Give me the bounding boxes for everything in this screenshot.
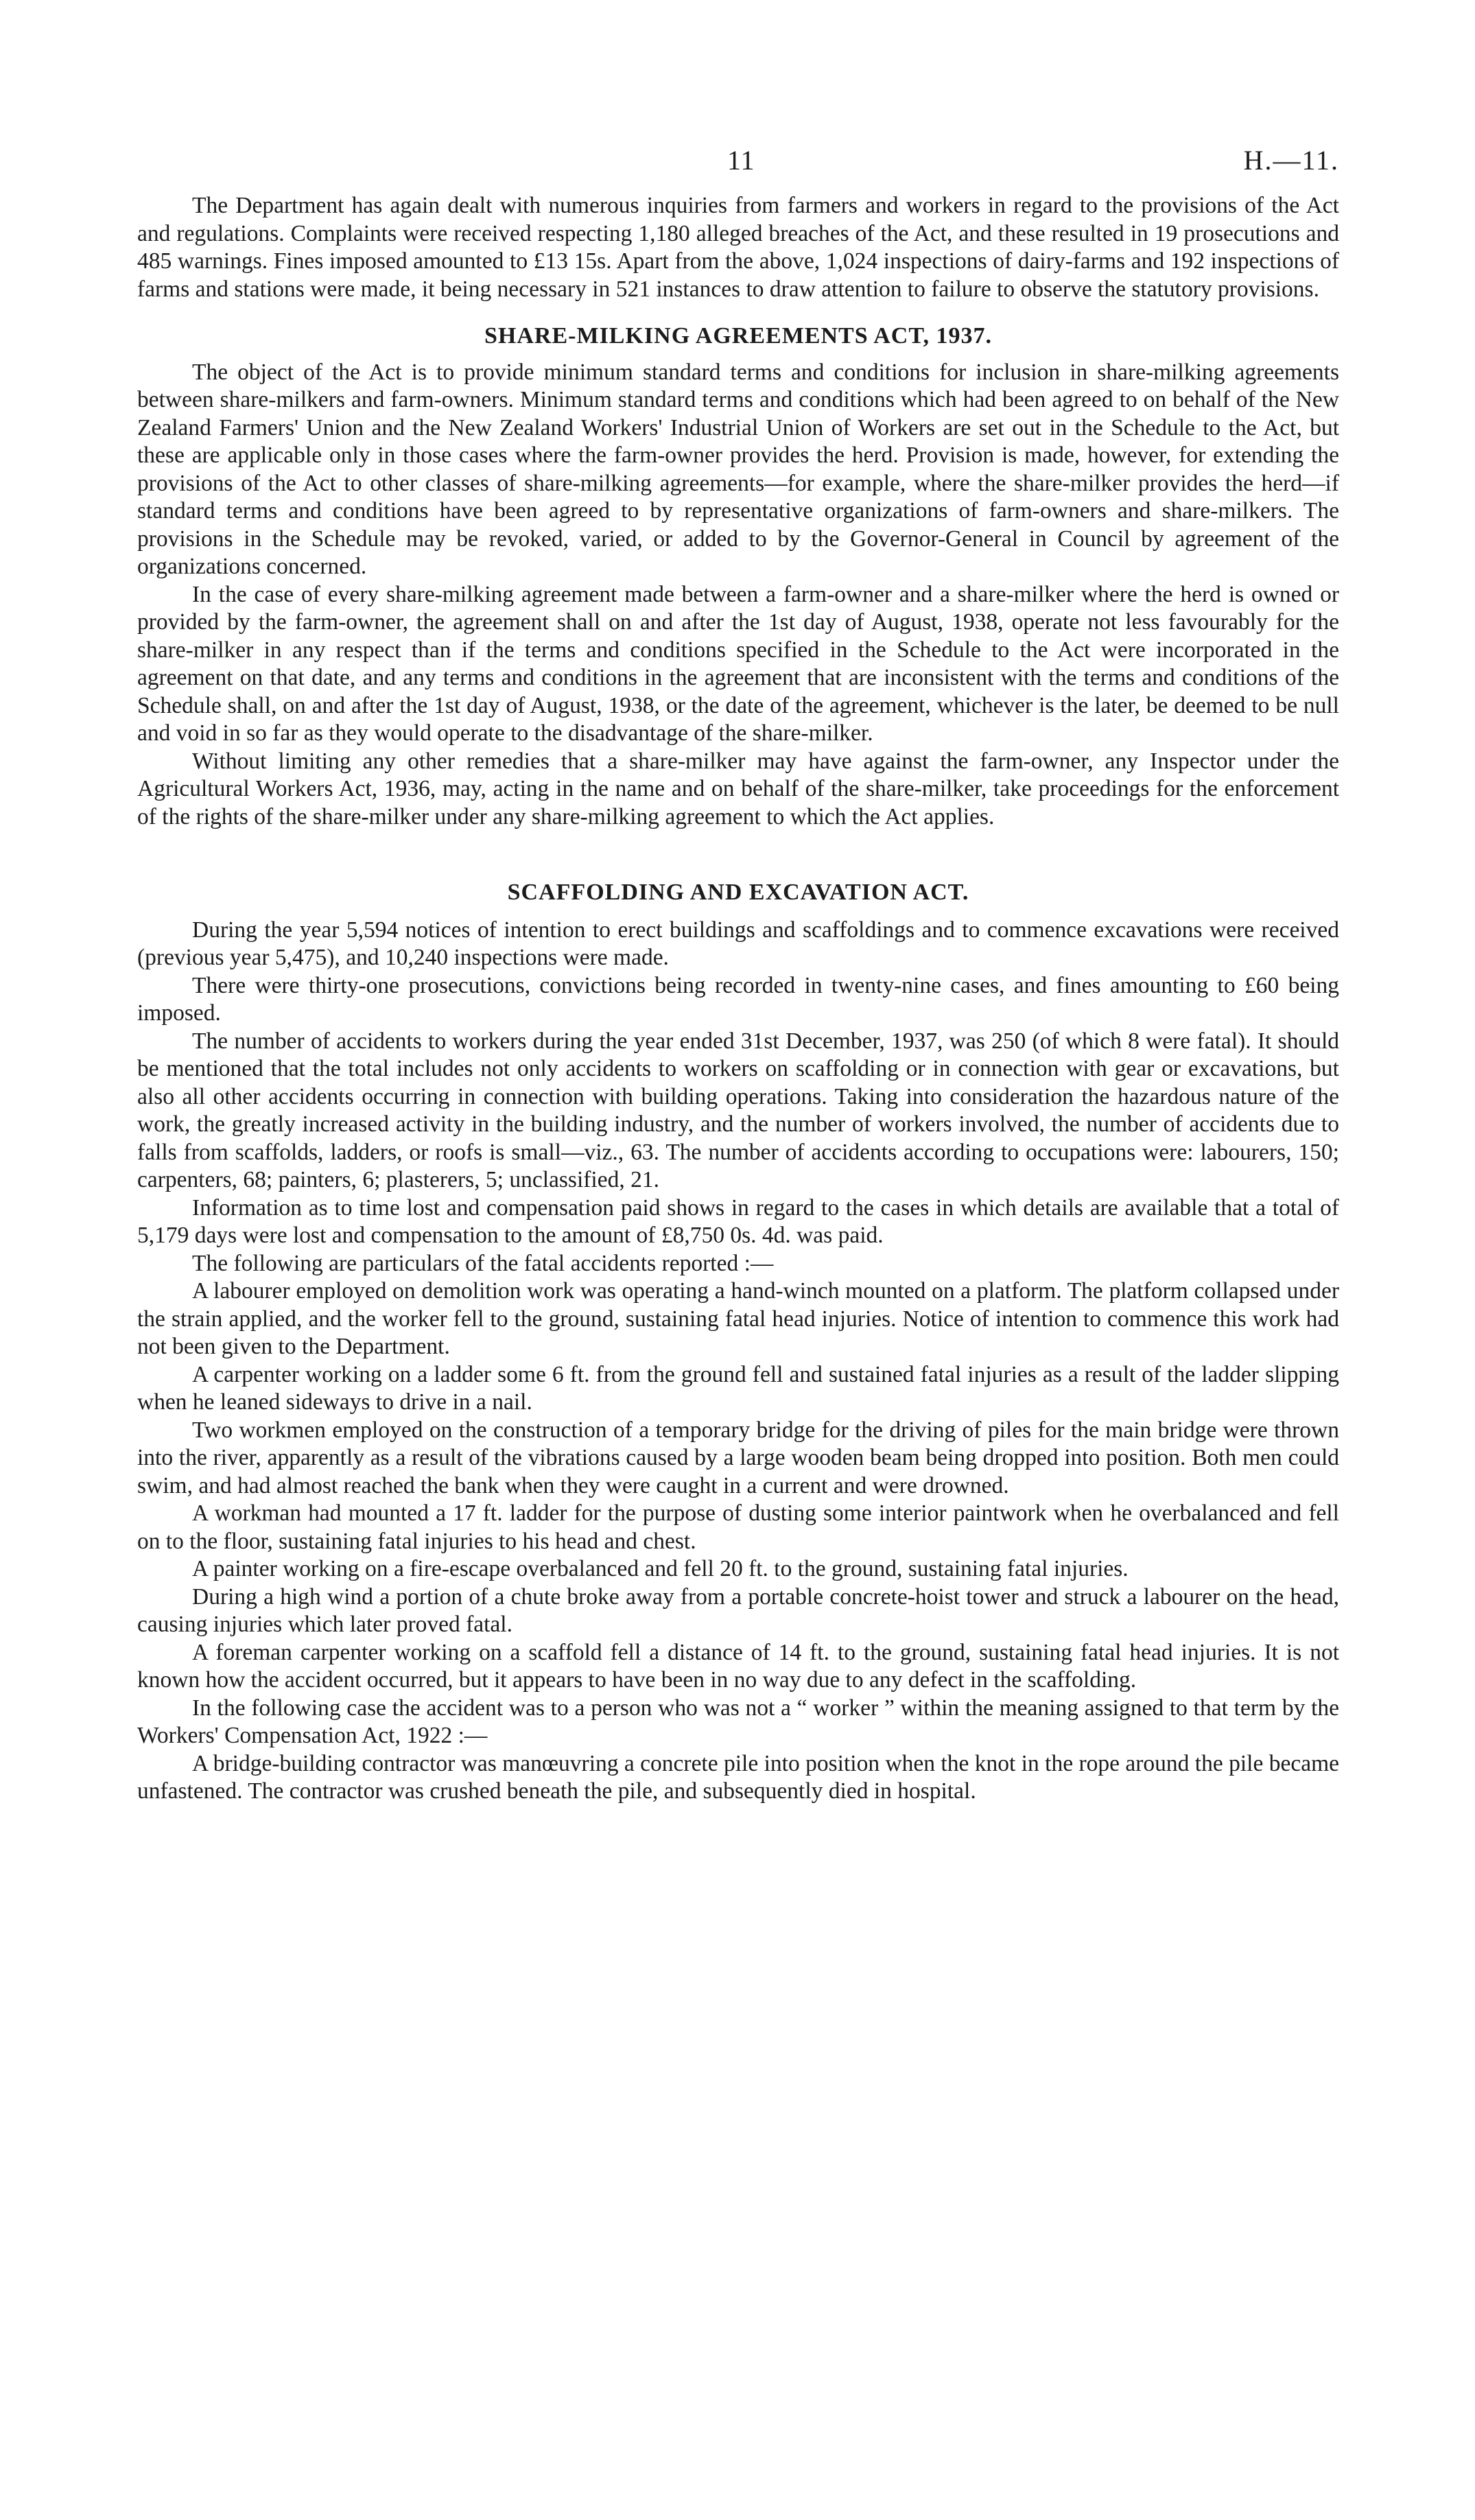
fatal-accident-paragraph: A painter working on a fire-escape overbalanced and fell 20 ft. to the ground, sustaining fatal injuries.	[192, 1556, 1129, 1581]
fatal-accident-paragraph: Two workmen employed on the construction of a temporary bridge for the driving of piles for the main bridge were thrown into the river, apparently as a result of the vibrations caused by a large wooden beam being dropped into position. Both men could swim, and had almost reached the bank when they were caught in a current and were drowned.	[137, 1417, 1339, 1498]
share-milking-paragraph: In the case of every share-milking agreement made between a farm-owner and a share-milker where the herd is owned or provided by the farm-owner, the agreement shall on and after the 1st day of August, 1938, operate not less favourably for the share-milker in any respect than if the terms and conditions specified in the Schedule to the Act were incorporated in the agreement on that date, and any terms and conditions in the agreement that are inconsistent with the terms and conditions of the Schedule shall, on and after the 1st day of August, 1938, or the date of the agreement, whichever is the later, be deemed to be null and void in so far as they would operate to the disadvantage of the share-milker.	[137, 581, 1339, 746]
scaffolding-paragraph: The number of accidents to workers during the year ended 31st December, 1937, was 250 (of which 8 were fatal). It should be mentioned that the total includes not only accidents to workers on scaffolding or in connection with gear or excavations, but also all other accidents occurring in connection with building operations. Taking into consideration the hazardous nature of the work, the greatly increased activity in the building industry, and the number of workers involved, the number of accidents due to falls from scaffolds, ladders, or roofs is small—viz., 63. The number of accidents according to occupations were: labourers, 150; carpenters, 68; painters, 6; plasterers, 5; unclassified, 21.	[137, 1028, 1339, 1192]
fatal-accident-paragraph: A labourer employed on demolition work was operating a hand-winch mounted on a platform. The platform collapsed under the strain applied, and the worker fell to the ground, sustaining fatal head injuries. Notice of intention to commence this work had not been given to the Department.	[137, 1278, 1339, 1359]
scaffolding-paragraph: During the year 5,594 notices of intention to erect buildings and scaffoldings and to commence excavations were received (previous year 5,475), and 10,240 inspections were made.	[137, 917, 1339, 970]
page-header	[137, 144, 1339, 185]
document-page	[137, 144, 1339, 1806]
page-number: 11	[727, 145, 755, 176]
scaffolding-paragraph: The following are particulars of the fatal accidents reported :—	[192, 1250, 774, 1276]
scaffolding-paragraph: In the following case the accident was to a person who was not a “ worker ” within the meaning assigned to that term by the Workers' Compensation Act, 1922 :—	[137, 1695, 1339, 1748]
document-reference: H.—11.	[1243, 145, 1339, 176]
section-heading-share-milking: SHARE-MILKING AGREEMENTS ACT, 1937.	[484, 323, 992, 349]
fatal-accident-paragraph: A foreman carpenter working on a scaffold fell a distance of 14 ft. to the ground, sustaining fatal head injuries. It is not known how the accident occurred, but it appears to have been in no way due to any defect in the scaffolding.	[137, 1639, 1339, 1693]
fatal-accident-paragraph: A bridge-building contractor was manœuvring a concrete pile into position when the knot in the rope around the pile became unfastened. The contractor was crushed beneath the pile, and subsequently died in hospital.	[137, 1750, 1339, 1804]
intro-paragraph: The Department has again dealt with numerous inquiries from farmers and workers in regard to the provisions of the Act and regulations. Complaints were received respecting 1,180 alleged breaches of the Act, and these resulted in 19 prosecutions and 485 warnings. Fines imposed amounted to £13 15s. Apart from the above, 1,024 inspections of dairy-farms and 192 inspections of farms and stations were made, it being necessary in 521 instances to draw attention to failure to observe the statutory provisions.	[137, 193, 1339, 302]
fatal-accident-paragraph: During a high wind a portion of a chute broke away from a portable concrete-hoist tower and struck a labourer on the head, causing injuries which later proved fatal.	[137, 1583, 1339, 1637]
document-body	[137, 192, 1339, 1806]
scaffolding-paragraph: There were thirty-one prosecutions, convictions being recorded in twenty-nine cases, and fines amounting to £60 being imposed.	[137, 972, 1339, 1026]
fatal-accident-paragraph: A carpenter working on a ladder some 6 ft. from the ground fell and sustained fatal injuries as a result of the ladder slipping when he leaned sideways to drive in a nail.	[137, 1361, 1339, 1415]
section-heading-scaffolding: SCAFFOLDING AND EXCAVATION ACT.	[507, 880, 969, 905]
share-milking-paragraph: The object of the Act is to provide minimum standard terms and conditions for inclusion in share-milking agreements between share-milkers and farm-owners. Minimum standard terms and conditions which had been agreed to on behalf of the New Zealand Farmers' Union and the New Zealand Workers' Industrial Union of Workers are set out in the Schedule to the Act, but these are applicable only in those cases where the farm-owner provides the herd. Provision is made, however, for extending the provisions of the Act to other classes of share-milking agreements—for example, where the share-milker provides the herd—if standard terms and conditions have been agreed to by representative organizations of farm-owners and share-milkers. The provisions in the Schedule may be revoked, varied, or added to by the Governor-General in Council by agreement of the organizations concerned.	[137, 359, 1339, 579]
scaffolding-paragraph: Information as to time lost and compensation paid shows in regard to the cases in which details are available that a total of 5,179 days were lost and compensation to the amount of £8,750 0s. 4d. was paid.	[137, 1194, 1339, 1248]
share-milking-paragraph: Without limiting any other remedies that a share-milker may have against the farm-owner, any Inspector under the Agricultural Workers Act, 1936, may, acting in the name and on behalf of the share-milker, take proceedings for the enforcement of the rights of the share-milker under any share-milking agreement to which the Act applies.	[137, 748, 1339, 829]
fatal-accident-paragraph: A workman had mounted a 17 ft. ladder for the purpose of dusting some interior paintwork when he overbalanced and fell on to the floor, sustaining fatal injuries to his head and chest.	[137, 1500, 1339, 1554]
